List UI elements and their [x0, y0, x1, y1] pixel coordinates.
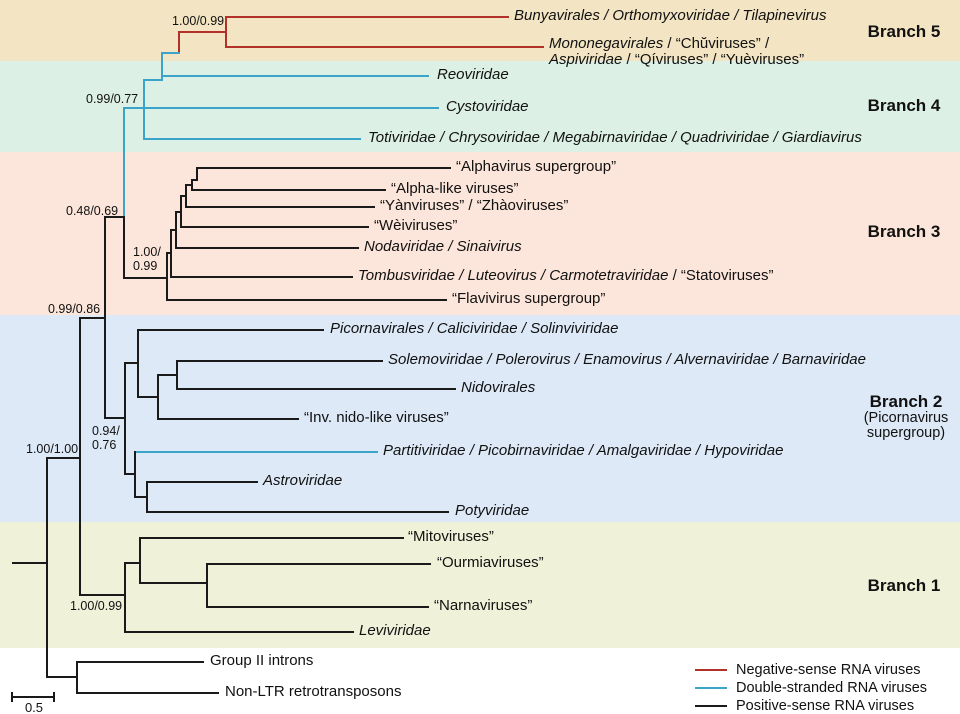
tree-edge [124, 562, 126, 633]
support-value: 1.00/0.99 [172, 14, 225, 28]
tree-edge [11, 696, 55, 698]
tip-label: Leviviridae [359, 622, 431, 639]
tip-label: “Mitoviruses” [408, 528, 494, 545]
tree-edge [206, 563, 208, 608]
tree-edge [157, 374, 159, 420]
branch-label-branch-2: Branch 2 (Picornavirus supergroup) [863, 392, 949, 441]
tree-edge [225, 16, 509, 18]
support-value: 0.48/0.69 [66, 204, 119, 218]
tip-label: Totiviridae / Chrysoviridae / Megabirnaviridae / Quadriviridae / Giardiavirus [368, 129, 862, 146]
tree-edge [146, 481, 148, 513]
tip-label: “Alphavirus supergroup” [456, 158, 617, 175]
tree-edge [157, 418, 299, 420]
tree-edge [123, 107, 439, 109]
tree-edge [104, 417, 126, 419]
scale-bar-value: 0.5 [24, 700, 44, 714]
tip-label: “Wèiviruses” [374, 217, 458, 234]
tree-edge [143, 138, 361, 140]
tree-edge [161, 52, 180, 54]
support-value: 0.99/0.86 [48, 302, 101, 316]
support-value: 1.00/1.00 [26, 442, 79, 456]
tree-edge [76, 661, 204, 663]
tip-label: Partitiviridae / Picobirnaviridae / Amalgaviridae / Hypoviridae [383, 442, 784, 459]
tree-edge [176, 360, 178, 390]
tree-edge [124, 631, 354, 633]
tree-edge [137, 396, 159, 398]
tree-edge [176, 388, 456, 390]
tree-edge [206, 606, 429, 608]
tree-edge [46, 676, 78, 678]
tip-label: “Inv. nido-like viruses” [304, 409, 449, 426]
branch-label-branch-1: Branch 1 [867, 576, 941, 595]
tip-label: Nodaviridae / Sinaivirus [364, 238, 522, 255]
tree-edge [157, 374, 178, 376]
tree-edge [139, 537, 141, 584]
tree-edge [79, 317, 106, 319]
legend-row [695, 679, 927, 697]
tree-edge [139, 537, 404, 539]
branch-label-branch-5: Branch 5 [867, 22, 941, 41]
tree-edge [76, 692, 219, 694]
tree-edge [123, 277, 168, 279]
tip-label: “Alpha-like viruses” [391, 180, 519, 197]
tree-edge [134, 451, 378, 453]
tree-edge [176, 360, 383, 362]
support-value: 0.99/0.77 [86, 92, 139, 106]
tree-edge [76, 661, 78, 694]
tree-edge [123, 216, 125, 279]
tree-edge [53, 692, 55, 702]
tree-edge [139, 582, 208, 584]
tree-edge [143, 79, 145, 140]
tree-edge [137, 329, 324, 331]
tree-edge [196, 167, 451, 169]
legend-row [695, 661, 927, 679]
tip-label: Potyviridae [455, 502, 530, 519]
tree-edge [11, 692, 13, 702]
legend-label: Positive-sense RNA viruses [736, 698, 915, 714]
tip-label: Cystoviridae [446, 98, 529, 115]
branch-label-branch-3: Branch 3 [867, 222, 941, 241]
tip-label: Nidovirales [461, 379, 536, 396]
tree-edge [206, 563, 431, 565]
tree-edge [146, 511, 449, 513]
positive-sense-line-icon [695, 705, 727, 707]
tree-edge [178, 31, 180, 54]
tree-edge [134, 451, 136, 498]
tree-edge [170, 276, 353, 278]
tip-label: Group II introns [210, 652, 314, 669]
tree-edge [166, 252, 168, 301]
tree-edge [161, 75, 429, 77]
tree-edge [175, 247, 359, 249]
tip-label: “Ourmiaviruses” [437, 554, 544, 571]
tip-label: “Yànviruses” / “Zhàoviruses” [380, 197, 569, 214]
tree-edge [143, 79, 163, 81]
tip-label: “Narnaviruses” [434, 597, 533, 614]
tree-edge [12, 562, 48, 564]
tree-edge [166, 299, 447, 301]
tip-label: Bunyavirales / Orthomyxoviridae / Tilapinevirus [514, 7, 827, 24]
tip-label: Mononegavirales / “Chŭviruses” / Aspiviridae / “Qíviruses” / “Yuèviruses” [549, 35, 805, 68]
tip-label: Reoviridae [437, 66, 509, 83]
tip-label: Non-LTR retrotransposons [225, 683, 402, 700]
tree-edge [178, 31, 227, 33]
legend-row [695, 697, 927, 714]
tree-edge [146, 481, 258, 483]
support-value: 1.00/0.99 [70, 599, 123, 613]
tip-label: Picornavirales / Caliciviridae / Solinviviridae [330, 320, 619, 337]
legend [695, 661, 927, 714]
tree-edge [225, 46, 544, 48]
branch-label-branch-4: Branch 4 [867, 96, 941, 115]
tree-edge [137, 329, 139, 398]
tree-edge [123, 107, 125, 218]
tree-edge [79, 594, 126, 596]
support-value: 1.00/ 0.99 [133, 245, 161, 273]
tree-edge [180, 226, 369, 228]
tree-edge [46, 457, 81, 459]
legend-label: Negative-sense RNA viruses [736, 662, 921, 678]
tree-edge [124, 362, 126, 475]
tree-edge [46, 457, 48, 678]
tree-edge [185, 206, 375, 208]
negative-sense-line-icon [695, 669, 727, 671]
tree-edge [191, 189, 386, 191]
support-value: 0.94/ 0.76 [92, 424, 120, 452]
legend-label: Double-stranded RNA viruses [736, 680, 928, 696]
tip-label: Solemoviridae / Polerovirus / Enamovirus / Alvernaviridae / Barnaviridae [388, 351, 866, 368]
double-stranded-line-icon [695, 687, 727, 689]
tip-label: Tombusviridae / Luteovirus / Carmotetraviridae / “Statoviruses” [358, 267, 774, 284]
branch-2-band [0, 315, 960, 522]
tip-label: Astroviridae [263, 472, 343, 489]
tip-label: “Flavivirus supergroup” [452, 290, 606, 307]
